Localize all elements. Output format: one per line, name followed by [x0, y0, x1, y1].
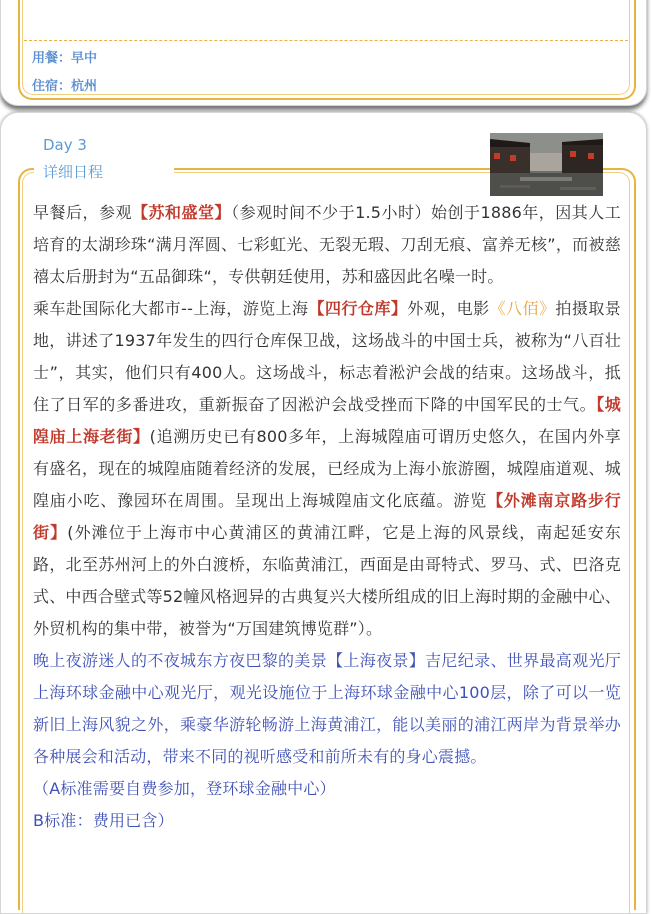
text-segment: 外观，电影 — [407, 299, 490, 318]
paragraph-shanghai — [33, 293, 621, 645]
text-segment: (外滩位于上海市中心黄浦区的黄浦江畔，它是上海的风景线，南起延安东路，北至苏州河上的外白渡桥，东临黄浦江，西面是由哥特式、罗马、式、巴洛克式、中西合壁式等52幢风格迥异的古典复兴大楼所组成的旧上海时期的金融中心、外贸机构的集中带，被誉为“万国建筑博览群”）。 — [33, 523, 622, 638]
itinerary-text — [33, 197, 621, 837]
hotel-info: 住宿：杭州 — [32, 79, 98, 94]
day-thumbnail-image — [490, 133, 603, 196]
highlight-attraction: 【上海夜景】 — [327, 651, 426, 670]
movie-title: 《八佰》 — [489, 299, 556, 318]
highlight-attraction: 【苏和盛堂】 — [132, 203, 232, 222]
day-title: Day 3 — [43, 136, 87, 154]
text-segment: 拍摄取景地，讲述了1937年发生的四行仓库保卫战，这场战斗的中国士兵，被称为“八百壮士”，其实，他们只有400人。这场战斗，标志着淞沪会战的结束。这场战斗，抵住了日军的多番进攻，重新振奋了因淞沪会战受挫而下降的中国军民的士气。 — [33, 299, 621, 414]
text-segment: （参观时间不少于1.5小时）始创于1886年，因其人工培育的太湖珍珠“满月浑圆、七彩虹光、无裂无瑕、刀刮无痕、富养无核”，而被慈禧太后册封为“五品御珠“，专供朝廷使用，苏和盛因此名噪一时。 — [33, 203, 622, 286]
dashed-divider — [24, 40, 628, 41]
highlight-attraction: 【外滩南京路步行街】 — [33, 491, 621, 542]
text-segment: 晚上夜游迷人的不夜城东方夜巴黎的美景 — [33, 651, 328, 670]
text-segment: 吉尼纪录、世界最高观光厅上海环球金融中心观光厅，观光设施位于上海环球金融中心100层，除了可以一览新旧上海风貌之外，乘豪华游轮畅游上海黄浦江，能以美丽的浦江两岸为背景举办各种展会和活动，带来不同的视听感受和前所未有的身心震撼。 — [33, 651, 621, 766]
highlight-attraction: 【城隍庙上海老街】 — [33, 395, 621, 446]
paragraph-morning — [33, 197, 621, 293]
meal-info: 用餐：早中 — [32, 51, 98, 66]
note-standard-b: B标准：费用已含） — [33, 811, 174, 830]
text-segment: 乘车赴国际化大都市--上海，游览上海 — [33, 299, 309, 318]
previous-day-frame-inner — [22, 0, 630, 95]
paragraph-night-tour — [33, 645, 621, 773]
text-segment: 早餐后，参观 — [33, 203, 133, 222]
text-segment: (追溯历史已有800多年，上海城隍庙可谓历史悠久，在国内外享有盛名，现在的城隍庙随着经济的发展，已经成为上海小旅游圈，城隍庙道观、城隍庙小吃、豫园环在周围。呈现出上海城隍庙文化底蕴。游览 — [33, 427, 621, 510]
day-subtitle: 详细日程 — [43, 163, 104, 181]
note-standard-a: （A标准需要自费参加，登环球金融中心） — [33, 779, 336, 798]
highlight-attraction: 【四行仓库】 — [308, 299, 408, 318]
